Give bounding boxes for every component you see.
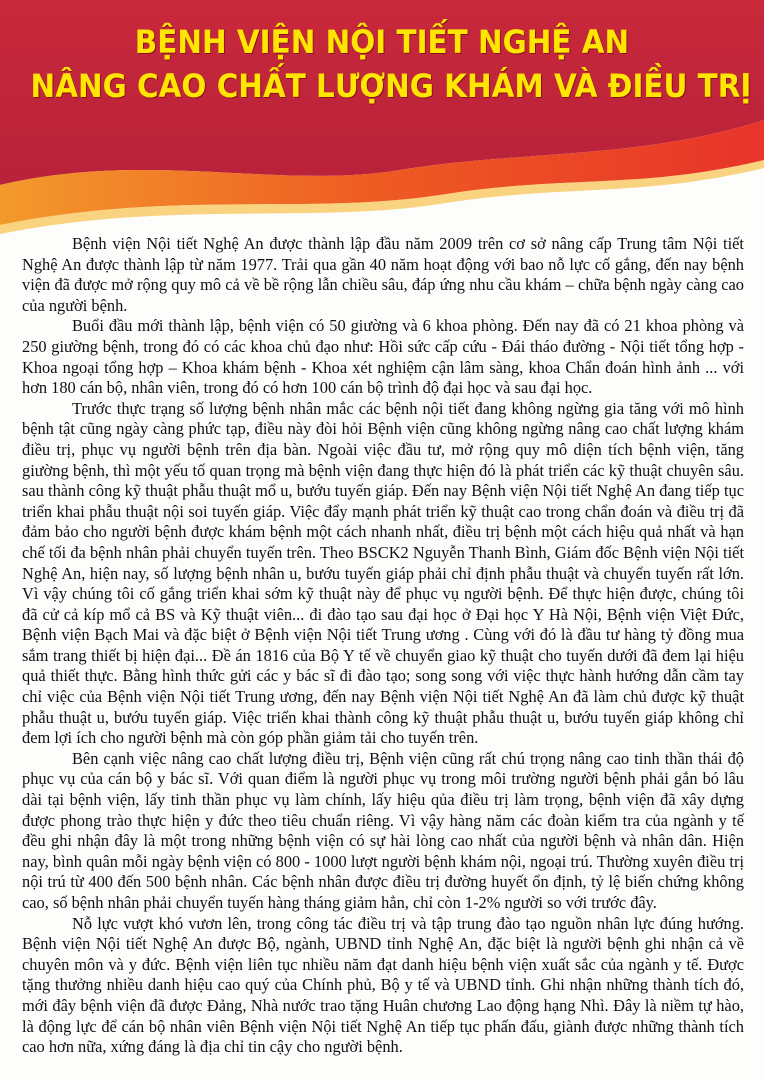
page-title [0,20,764,108]
article-paragraph: Buổi đầu mới thành lập, bệnh viện có 50 giường và 6 khoa phòng. Đến nay đã có 21 khoa phòng và 250 giường bệnh, trong đó có các khoa chủ đạo như: Hồi sức cấp cứu - Đái tháo đường - Nội tiết tổng hợp - Khoa ngoại tổng hợp – Khoa khám bệnh - Khoa xét nghiệm cận lâm sàng, khoa Chẩn đoán hình ảnh ... với hơn 180 cán bộ, nhân viên, trong đó có hơn 100 cán bộ trình độ đại học và sau đại học. [22,316,744,398]
article-paragraph: Bên cạnh việc nâng cao chất lượng điều trị, Bệnh viện cũng rất chú trọng nâng cao tinh thần thái độ phục vụ của cán bộ y bác sĩ. Với quan điểm là người phục vụ trong môi trường người bệnh phải gắn bó lâu dài tại bệnh viện, lấy tinh thần phục vụ làm chính, lấy hiệu qủa điều trị làm trọng, bệnh viện đã xây dựng được phong trào thực hiện y đức theo tiêu chuẩn riêng. Vì vậy hàng năm các đoàn kiểm tra của ngành y tế đều ghi nhận đây là một trong những bệnh viện có sự hài lòng cao nhất của người bệnh và nhân dân. Hiện nay, bình quân mỗi ngày bệnh viện có 800 - 1000 lượt người bệnh khám nội, ngoại trú. Thường xuyên điều trị nội trú từ 400 đến 500 bệnh nhân. Các bệnh nhân được điều trị đường huyết ổn định, tỷ lệ biến chứng không cao, số bệnh nhân phải chuyển tuyến hàng tháng giảm hẳn, chỉ còn 1-2% người so với trước đây. [22,748,744,912]
title-line-2: NÂNG CAO CHẤT LƯỢNG KHÁM VÀ ĐIỀU TRỊ [30,67,752,105]
title-line-1: BỆNH VIỆN NỘI TIẾT NGHỆ AN [134,23,630,61]
article-paragraph: Bệnh viện Nội tiết Nghệ An được thành lập đầu năm 2009 trên cơ sở nâng cấp Trung tâm Nội tiết Nghệ An được thành lập từ năm 1977. Trải qua gần 40 năm hoạt động với bao nỗ lực cố gắng, đến nay bệnh viện đã được mở rộng quy mô cả về bề rộng lẫn chiều sâu, đáp ứng nhu cầu khám – chữa bệnh ngày càng cao của người bệnh. [22,234,744,315]
article-body [22,234,744,1058]
article-paragraph: Nỗ lực vượt khó vươn lên, trong công tác điều trị và tập trung đào tạo nguồn nhân lực đúng hướng. Bệnh viện Nội tiết Nghệ An được Bộ, ngành, UBND tỉnh Nghệ An, đặc biệt là người bệnh ghi nhận cả về chuyên môn và y đức. Bệnh viện liên tục nhiều năm đạt danh hiệu bệnh viện xuất sắc của ngành y tế. Được tặng thưởng nhiều danh hiệu cao quý của Chính phủ, Bộ y tế và UBND tỉnh. Ghi nhận những thành tích đó, mới đây bệnh viện đã được Đảng, Nhà nước trao tặng Huân chương Lao động hạng Nhì. Đây là niềm tự hào, là động lực để cán bộ nhân viên Bệnh viện Nội tiết Nghệ An tiếp tục phấn đấu, giành được những thành tích cao hơn nữa, xứng đáng là địa chỉ tin cậy cho người bệnh. [22,913,744,1057]
article-paragraph: Trước thực trạng số lượng bệnh nhân mắc các bệnh nội tiết đang không ngừng gia tăng với mô hình bệnh tật cũng ngày càng phức tạp, điều này đòi hỏi Bệnh viện cũng không ngừng nâng cao chất lượng khám điều trị, phục vụ người bệnh trên địa bàn. Ngoài việc đầu tư, mở rộng quy mô diện tích bệnh viện, tăng giường bệnh, thì một yếu tố quan trọng mà bệnh viện đang thực hiện đó là phát triển các kỹ thuật chuyên sâu. sau thành công kỹ thuật phẫu thuật mổ u, bướu tuyến giáp. Đến nay Bệnh viện Nội tiết Nghệ An đang tiếp tục triển khai phẫu thuật nội soi tuyến giáp. Việc đẩy mạnh phát triển kỹ thuật cao trong chẩn đoán và điều trị đã đảm bảo cho người bệnh được khám bệnh một cách nhanh nhất, điều trị bệnh một cách hiệu quả nhất và hạn chế tối đa bệnh nhân phải chuyển tuyến trên. Theo BSCK2 Nguyễn Thanh Bình, Giám đốc Bệnh viện Nội tiết Nghệ An, hiện nay, số lượng bệnh nhân u, bướu tuyến giáp phải chỉ định phẫu thuật và chuyển tuyến rất lớn. Vì vậy chúng tôi cố gắng triển khai sớm kỹ thuật này để phục vụ người bệnh. Để thực hiện được, chúng tôi đã cử cả kíp mổ cả BS và Kỹ thuật viên... đi đào tạo sau đại học ở Đại học Y Hà Nội, Bệnh viện Việt Đức, Bệnh viện Bạch Mai và đặc biệt ở Bệnh viện Nội tiết Trung ương . Cùng với đó là đầu tư hàng tỷ đồng mua sắm trang thiết bị hiện đại... Đề án 1816 của Bộ Y tế về chuyển giao kỹ thuật cho tuyến dưới đã đem lại hiệu quả thiết thực. Bằng hình thức gửi các y bác sĩ đi đào tạo; song song với việc thực hành hướng dẫn cầm tay chỉ việc của Bệnh viện Nội tiết Trung ương, đến nay Bệnh viện Nội tiết Nghệ An đã làm chủ được kỹ thuật phẫu thuật u, bướu tuyến giáp. Việc triển khai thành công kỹ thuật phẫu thuật u, bướu tuyến giáp không chỉ đem lợi ích cho người bệnh mà còn góp phần giảm tải cho tuyến trên. [22,398,744,748]
